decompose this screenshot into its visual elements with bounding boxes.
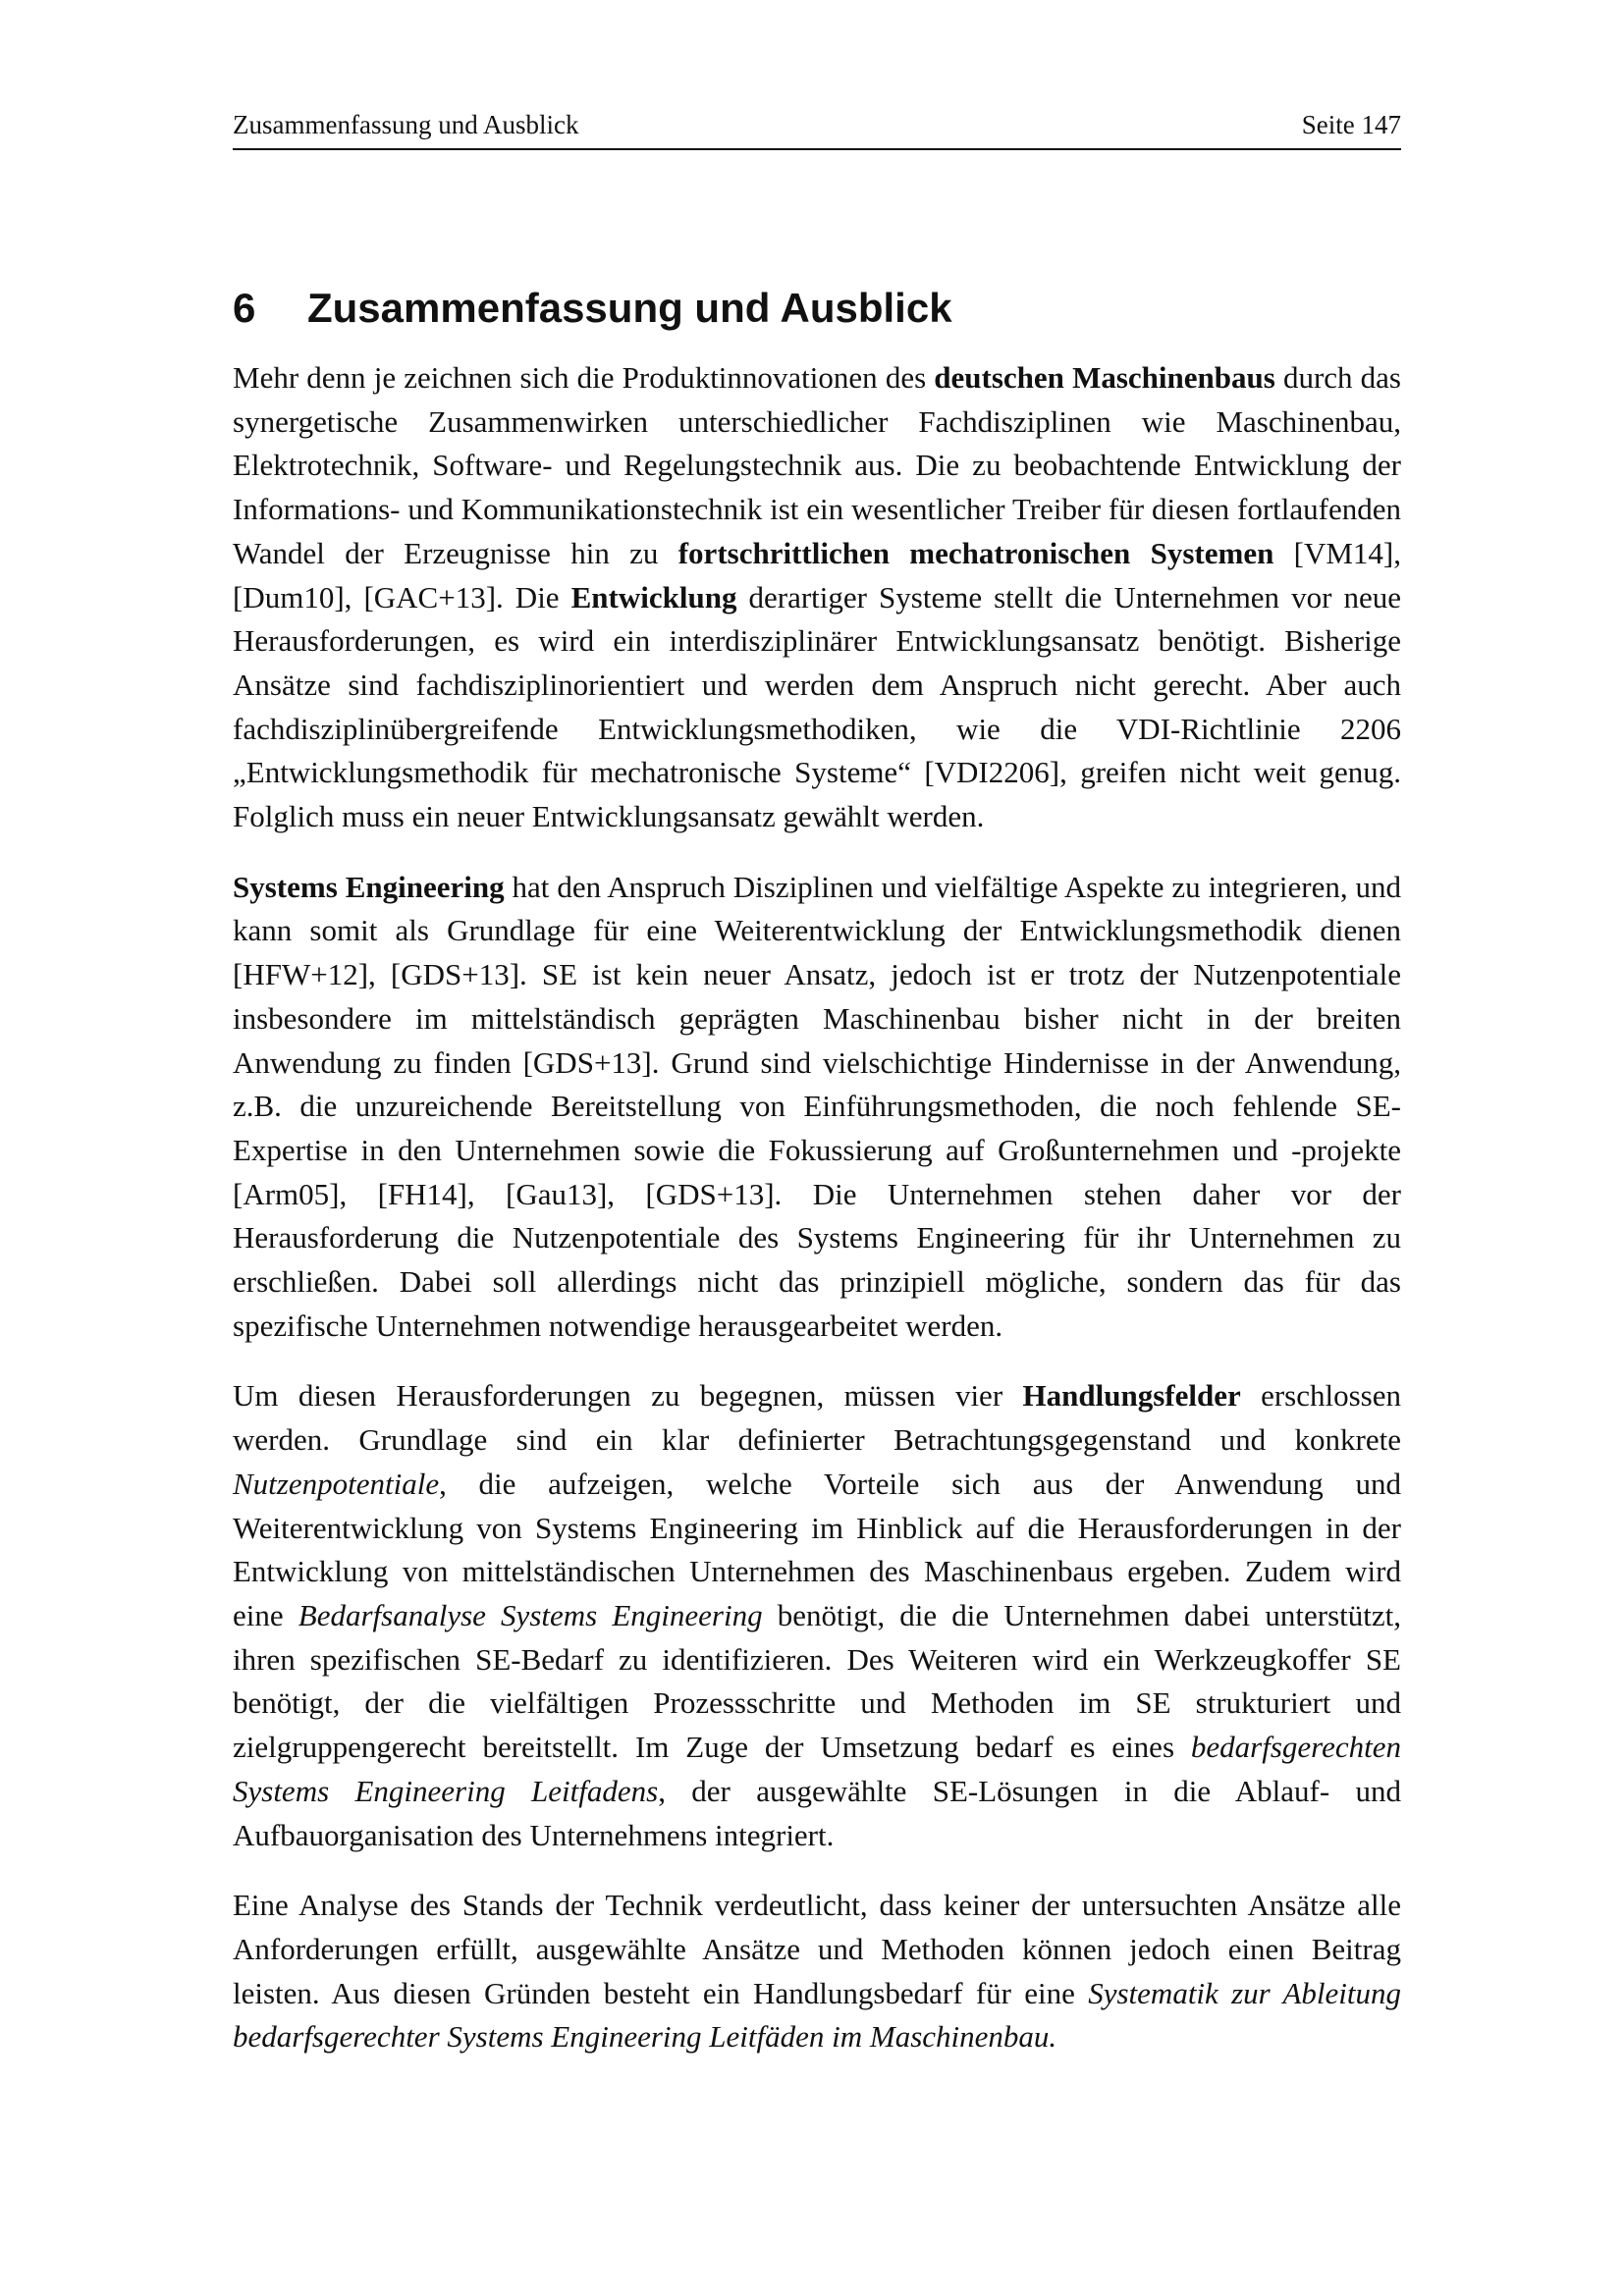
bold-term: deutschen Maschinenbaus	[934, 360, 1275, 395]
text-run: , der ausgewählte SE-Lösungen in die Ablauf- und Aufbauorganisation des Unternehmens integriert.	[233, 1773, 1401, 1852]
paragraph-2	[233, 866, 1401, 1349]
text-run: Um diesen Herausforderungen zu begegnen, müssen vier	[233, 1378, 1023, 1414]
paragraph-3	[233, 1374, 1401, 1857]
italic-term: Nutzenpotentiale	[233, 1466, 440, 1501]
running-header	[233, 110, 1401, 150]
text-run: hat den Anspruch Disziplinen und vielfältige Aspekte zu integrieren, und kann somit als Grundlage für eine Weiterentwicklung der Entwicklungsmethodik dienen [HFW+12], [GDS+13]. SE ist kein neuer Ansatz, jedoch ist er trotz der Nutzenpotentiale insbesondere im mittelständisch geprägten Maschinenbau bisher nicht in der breiten Anwendung zu finden [GDS+13]. Grund sind vielschichtige Hindernisse in der Anwendung, z.B. die unzureichende Bereitstellung von Einführungsmethoden, die noch fehlende SE-Expertise in den Unternehmen sowie die Fokussierung auf Großunternehmen und -projekte [Arm05], [FH14], [Gau13], [GDS+13]. Die Unternehmen stehen daher vor der Herausforderung die Nutzenpotentiale des Systems Engineering für ihr Unternehmen zu erschließen. Dabei soll allerdings nicht das prinzipiell mögliche, sondern das für das spezifische Unternehmen notwendige herausgearbeitet werden.	[233, 869, 1401, 1343]
italic-term: Systematik zur Ableitung bedarfsgerechter Systems Engineering Leitfäden im Maschinenbau.	[233, 1975, 1402, 2055]
header-page-number: Seite 147	[1301, 110, 1401, 139]
text-run: durch das synergetische Zusammenwirken unterschiedlicher Fachdisziplinen wie Maschinenbau, Elektrotechnik, Software- und Regelungstechnik aus. Die zu beobachtende Entwicklung der Informations- und Kommunikationstechnik ist ein wesentlicher Treiber für diesen fortlaufenden Wandel der Erzeugnisse hin zu	[233, 360, 1402, 570]
bold-term: Handlungsfelder	[1022, 1378, 1241, 1414]
chapter-title: Zusammenfassung und Ausblick	[307, 285, 952, 331]
text-run: benötigt, die die Unternehmen dabei unterstützt, ihren spezifischen SE-Bedarf zu identifizieren. Des Weiteren wird ein Werkzeugkoffer SE benötigt, der die vielfältigen Prozessschritte und Methoden im SE strukturiert und zielgruppengerecht bereitstellt. Im Zuge der Umsetzung bedarf es eines	[233, 1597, 1401, 1765]
bold-term: Systems Engineering	[233, 869, 505, 904]
italic-term: Bedarfsanalyse Systems Engineering	[298, 1597, 763, 1632]
chapter-heading	[233, 285, 1401, 332]
text-run: , die aufzeigen, welche Vorteile sich aus der Anwendung und Weiterentwicklung von Systems Engineering im Hinblick auf die Herausforderungen in der Entwicklung von mittelständischen Unternehmen des Maschinenbaus ergeben. Zudem wird eine	[233, 1466, 1401, 1632]
body-text	[233, 356, 1401, 2086]
text-run: derartiger Systeme stellt die Unternehmen vor neue Herausforderungen, es wird ein interdisziplinärer Entwicklungsansatz benötigt. Bisherige Ansätze sind fachdisziplinorientiert und werden dem Anspruch nicht gerecht. Aber auch fachdisziplinübergreifende Entwicklungsmethodiken, wie die VDI-Richtlinie 2206 „Entwicklungsmethodik für mechatronische Systeme“ [VDI2206], greifen nicht weit genug. Folglich muss ein neuer Entwicklungsansatz gewählt werden.	[233, 579, 1401, 834]
bold-term: Entwicklung	[570, 579, 737, 614]
italic-term: bedarfsgerechten Systems Engineering Leitfadens	[233, 1730, 1401, 1808]
paragraph-4	[233, 1884, 1401, 2059]
chapter-number: 6	[233, 285, 256, 331]
bold-term: fortschrittlichen mechatronischen Systemen	[677, 535, 1274, 570]
text-run: [VM14], [Dum10], [GAC+13]. Die	[233, 535, 1401, 614]
text-run: erschlossen werden. Grundlage sind ein klar definierter Betrachtungsgegenstand und konkrete	[233, 1378, 1402, 1458]
text-run: Mehr denn je zeichnen sich die Produktinnovationen des	[233, 360, 935, 395]
paragraph-1	[233, 356, 1401, 839]
header-section-title: Zusammenfassung und Ausblick	[233, 110, 579, 139]
text-run: Eine Analyse des Stands der Technik verdeutlicht, dass keiner der untersuchten Ansätze alle Anforderungen erfüllt, ausgewählte Ansätze und Methoden können jedoch einen Beitrag leisten. Aus diesen Gründen besteht ein Handlungsbedarf für eine	[233, 1888, 1401, 2010]
